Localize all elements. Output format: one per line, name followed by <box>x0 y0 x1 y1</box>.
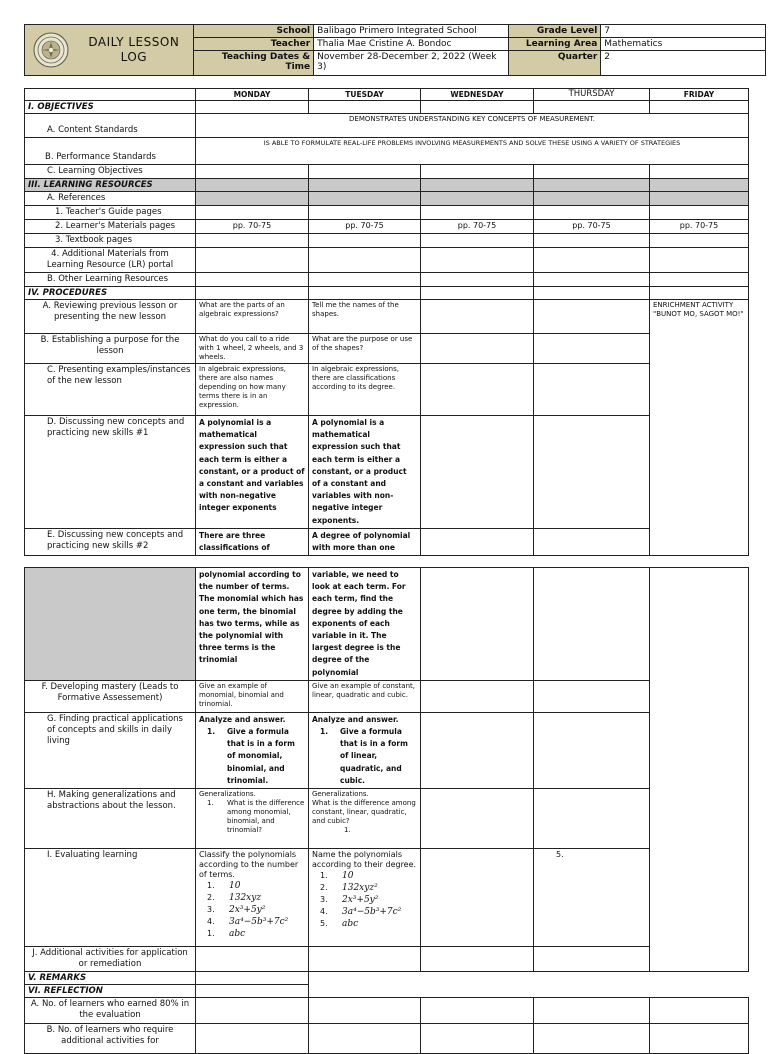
document-title <box>75 35 193 65</box>
procedure-h-monday-heading: Generalizations. <box>199 790 256 799</box>
procedure-g-tuesday-list <box>312 726 417 787</box>
procedure-d-monday: A polynomial is a mathematical expression such that each term is either a constant, or a product of a constant and variables with non-negative integer exponents <box>196 416 309 529</box>
grade-label: Grade Level <box>508 25 600 38</box>
procedure-i-monday-heading: Classify the polynomials according to the number of terms. <box>199 850 299 880</box>
list-number: 1. <box>320 727 329 737</box>
polynomial-expression: 10 <box>342 871 354 882</box>
list-text: What is the difference among monomial, binomial, and trinomial? <box>227 799 305 835</box>
learning-objectives-label: C. Learning Objectives <box>25 165 196 179</box>
list-item <box>199 892 305 904</box>
procedure-i-tuesday-heading: Name the polynomials according to their degree. <box>312 850 417 870</box>
day-thursday: THURSDAY <box>534 89 650 101</box>
learners-materials-label: 2. Learner's Materials pages <box>25 220 196 234</box>
performance-standards-text: IS ABLE TO FORMULATE REAL-LIFE PROBLEMS INVOLVING MEASUREMENTS AND SOLVE THESE USING A VARIETY OF STRATEGIES <box>196 138 749 165</box>
day-tuesday: TUESDAY <box>309 89 421 101</box>
dates-line1: November 28-December 2, 2022 (Week <box>317 52 497 62</box>
procedure-e-label: E. Discussing new concepts and practicing new skills #2 <box>25 528 196 555</box>
day-friday: FRIDAY <box>650 89 749 101</box>
area-label: Learning Area <box>508 38 600 51</box>
friday-blank-cell <box>650 568 749 972</box>
polynomial-expression: 10 <box>229 881 241 892</box>
procedure-d-tuesday: A polynomial is a mathematical expression such that each term is either a constant, or a product of a constant and variables with non-negative integer exponents. <box>309 416 421 529</box>
list-number: 2. <box>320 883 328 893</box>
procedure-i-thursday: 5. <box>534 849 650 947</box>
school-label: School <box>193 25 313 38</box>
day-wednesday: WEDNESDAY <box>421 89 534 101</box>
procedure-j-label: J. Additional activities for application or remediation <box>25 947 196 972</box>
references-label: A. References <box>25 192 196 206</box>
procedure-f-tuesday: Give an example of constant, linear, quadratic and cubic. <box>309 680 421 712</box>
procedure-g-monday <box>196 712 309 788</box>
list-item <box>312 882 417 894</box>
procedure-i-label: I. Evaluating learning <box>25 849 196 947</box>
polynomial-expression: 2x³+5y² <box>342 895 379 906</box>
list-number: 1. <box>207 799 214 808</box>
procedure-h-monday <box>196 789 309 849</box>
procedure-a-label: A. Reviewing previous lesson or presenting the new lesson <box>25 300 196 334</box>
procedure-h-monday-list <box>199 799 305 835</box>
procedure-b-monday: What do you call to a ride with 1 wheel, 2 wheels, and 3 wheels. <box>196 334 309 364</box>
list-number: 3. <box>207 905 215 915</box>
procedure-g-monday-list <box>199 726 305 787</box>
content-standards-text: DEMONSTRATES UNDERSTANDING KEY CONCEPTS OF MEASUREMENT. <box>196 114 749 138</box>
procedure-c-monday: In algebraic expressions, there are also names depending on how many terms there is in an expression. <box>196 364 309 416</box>
list-item <box>312 870 417 882</box>
list-number: 1. <box>320 871 328 881</box>
other-resources-label: B. Other Learning Resources <box>25 273 196 287</box>
dates-line2: 3) <box>317 62 327 72</box>
polynomial-expression: 2x³+5y² <box>229 905 266 916</box>
procedure-b-label: B. Establishing a purpose for the lesson <box>25 334 196 364</box>
procedure-a-friday: ENRICHMENT ACTIVITY "BUNOT MO, SAGOT MO!" <box>650 300 749 556</box>
reflection-b-label: B. No. of learners who require additional activities for <box>25 1024 196 1054</box>
area-value: Mathematics <box>601 38 766 51</box>
list-item <box>199 880 305 892</box>
textbook-pages-label: 3. Textbook pages <box>25 234 196 248</box>
polynomial-expression: abc <box>229 929 246 940</box>
title-line-2: LOG <box>120 50 148 64</box>
procedure-e-monday-part1: There are three classifications of <box>196 528 309 555</box>
procedure-g-label: G. Finding practical applications of concepts and skills in daily living <box>25 712 196 788</box>
procedure-h-tuesday-heading: Generalizations. <box>312 790 369 799</box>
polynomial-expression: abc <box>342 919 359 930</box>
teacher-value: Thalia Mae Cristine A. Bondoc <box>314 38 509 51</box>
procedure-a-monday: What are the parts of an algebraic expressions? <box>196 300 309 334</box>
lm-pages-monday: pp. 70-75 <box>196 220 309 234</box>
procedure-g-monday-heading: Analyze and answer. <box>199 714 286 724</box>
title-line-1: DAILY LESSON <box>88 35 180 49</box>
procedure-i-tuesday-list <box>312 870 417 930</box>
list-text: Give a formula that is in a form of linear, quadratic, and cubic. <box>340 727 408 785</box>
list-item <box>199 799 305 835</box>
corner-cell <box>25 89 196 101</box>
lm-pages-thursday: pp. 70-75 <box>534 220 650 234</box>
procedure-h-tuesday-question: What is the difference among constant, linear, quadratic, and cubic? <box>312 799 416 826</box>
polynomial-expression: 3a⁴−5b³+7c² <box>342 907 402 918</box>
procedure-i-monday-list <box>199 880 305 940</box>
teacher-label: Teacher <box>193 38 313 51</box>
content-standards-label: A. Content Standards <box>25 114 196 138</box>
procedure-f-label: F. Developing mastery (Leads to Formative Assessement) <box>25 680 196 712</box>
grade-value: 7 <box>601 25 766 38</box>
list-item <box>312 918 417 930</box>
polynomial-expression: 3a⁴−5b³+7c² <box>229 917 289 928</box>
continued-label-cell <box>25 568 196 681</box>
procedures-heading: IV. PROCEDURES <box>25 287 196 300</box>
procedure-e-monday-part2: polynomial according to the number of terms. The monomial which has one term, the binomial has two terms, while as the polynomial with three terms is the trinomial <box>196 568 309 681</box>
quarter-value: 2 <box>601 51 766 76</box>
day-monday: MONDAY <box>196 89 309 101</box>
list-item <box>312 906 417 918</box>
procedure-h-tuesday <box>309 789 421 849</box>
objectives-heading: I. OBJECTIVES <box>25 101 196 114</box>
dates-label <box>193 51 313 76</box>
reflection-a-label: A. No. of learners who earned 80% in the evaluation <box>25 998 196 1024</box>
procedure-a-tuesday: Tell me the names of the shapes. <box>309 300 421 334</box>
list-item <box>199 916 305 928</box>
procedure-h-label: H. Making generalizations and abstractions about the lesson. <box>25 789 196 849</box>
dates-label-line2: Time <box>285 62 311 72</box>
school-value: Balibago Primero Integrated School <box>314 25 509 38</box>
dates-label-line1: Teaching Dates & <box>221 52 311 62</box>
procedure-f-monday: Give an example of monomial, binomial and trinomial. <box>196 680 309 712</box>
quarter-label: Quarter <box>508 51 600 76</box>
dates-value <box>314 51 509 76</box>
lm-pages-wednesday: pp. 70-75 <box>421 220 534 234</box>
list-number: 1. <box>207 727 216 737</box>
lm-pages-friday: pp. 70-75 <box>650 220 749 234</box>
list-item <box>312 894 417 906</box>
list-number: 3. <box>320 895 328 905</box>
procedure-c-label: C. Presenting examples/instances of the new lesson <box>25 364 196 416</box>
resources-heading: III. LEARNING RESOURCES <box>25 179 196 192</box>
procedure-i-monday <box>196 849 309 947</box>
list-item <box>312 726 417 787</box>
polynomial-expression: 132xyz <box>229 893 262 904</box>
procedure-d-label: D. Discussing new concepts and practicing new skills #1 <box>25 416 196 529</box>
list-item <box>199 904 305 916</box>
lesson-table-page-2 <box>24 567 749 1054</box>
list-number: 5. <box>320 919 328 929</box>
teachers-guide-label: 1. Teacher's Guide pages <box>25 206 196 220</box>
procedure-g-tuesday-heading: Analyze and answer. <box>312 714 399 724</box>
additional-materials-line1: 4. Additional Materials from <box>51 249 169 259</box>
polynomial-expression: 132xyz² <box>342 883 378 894</box>
list-number: 1. <box>207 929 215 939</box>
procedure-g-tuesday <box>309 712 421 788</box>
header-table <box>24 24 766 76</box>
procedure-h-tuesday-number: 1. <box>344 826 351 835</box>
procedure-e-tuesday-part1: A degree of polynomial with more than one <box>309 528 421 555</box>
list-item <box>199 928 305 940</box>
deped-seal-icon <box>33 32 69 68</box>
remarks-heading: V. REMARKS <box>25 972 196 985</box>
reflection-heading: VI. REFLECTION <box>25 985 196 998</box>
list-number: 2. <box>207 893 215 903</box>
procedure-b-tuesday: What are the purpose or use of the shapes? <box>309 334 421 364</box>
procedure-c-tuesday: In algebraic expressions, there are classifications according to its degree. <box>309 364 421 416</box>
list-number: 4. <box>207 917 215 927</box>
procedure-e-tuesday-part2: variable, we need to look at each term. For each term, find the degree by adding the exponents of each variable in it. The largest degree is the degree of the polynomial <box>309 568 421 681</box>
list-number: 1. <box>207 881 215 891</box>
lm-pages-tuesday: pp. 70-75 <box>309 220 421 234</box>
performance-standards-label: B. Performance Standards <box>25 138 196 165</box>
list-item <box>199 726 305 787</box>
lesson-table-page-1 <box>24 88 749 556</box>
header-logo-cell <box>25 25 194 76</box>
procedure-i-tuesday <box>309 849 421 947</box>
additional-materials-line2: Learning Resource (LR) portal <box>46 260 174 270</box>
list-text: Give a formula that is in a form of monomial, binomial, and trinomial. <box>227 727 295 785</box>
list-number: 4. <box>320 907 328 917</box>
additional-materials-label <box>25 248 196 273</box>
